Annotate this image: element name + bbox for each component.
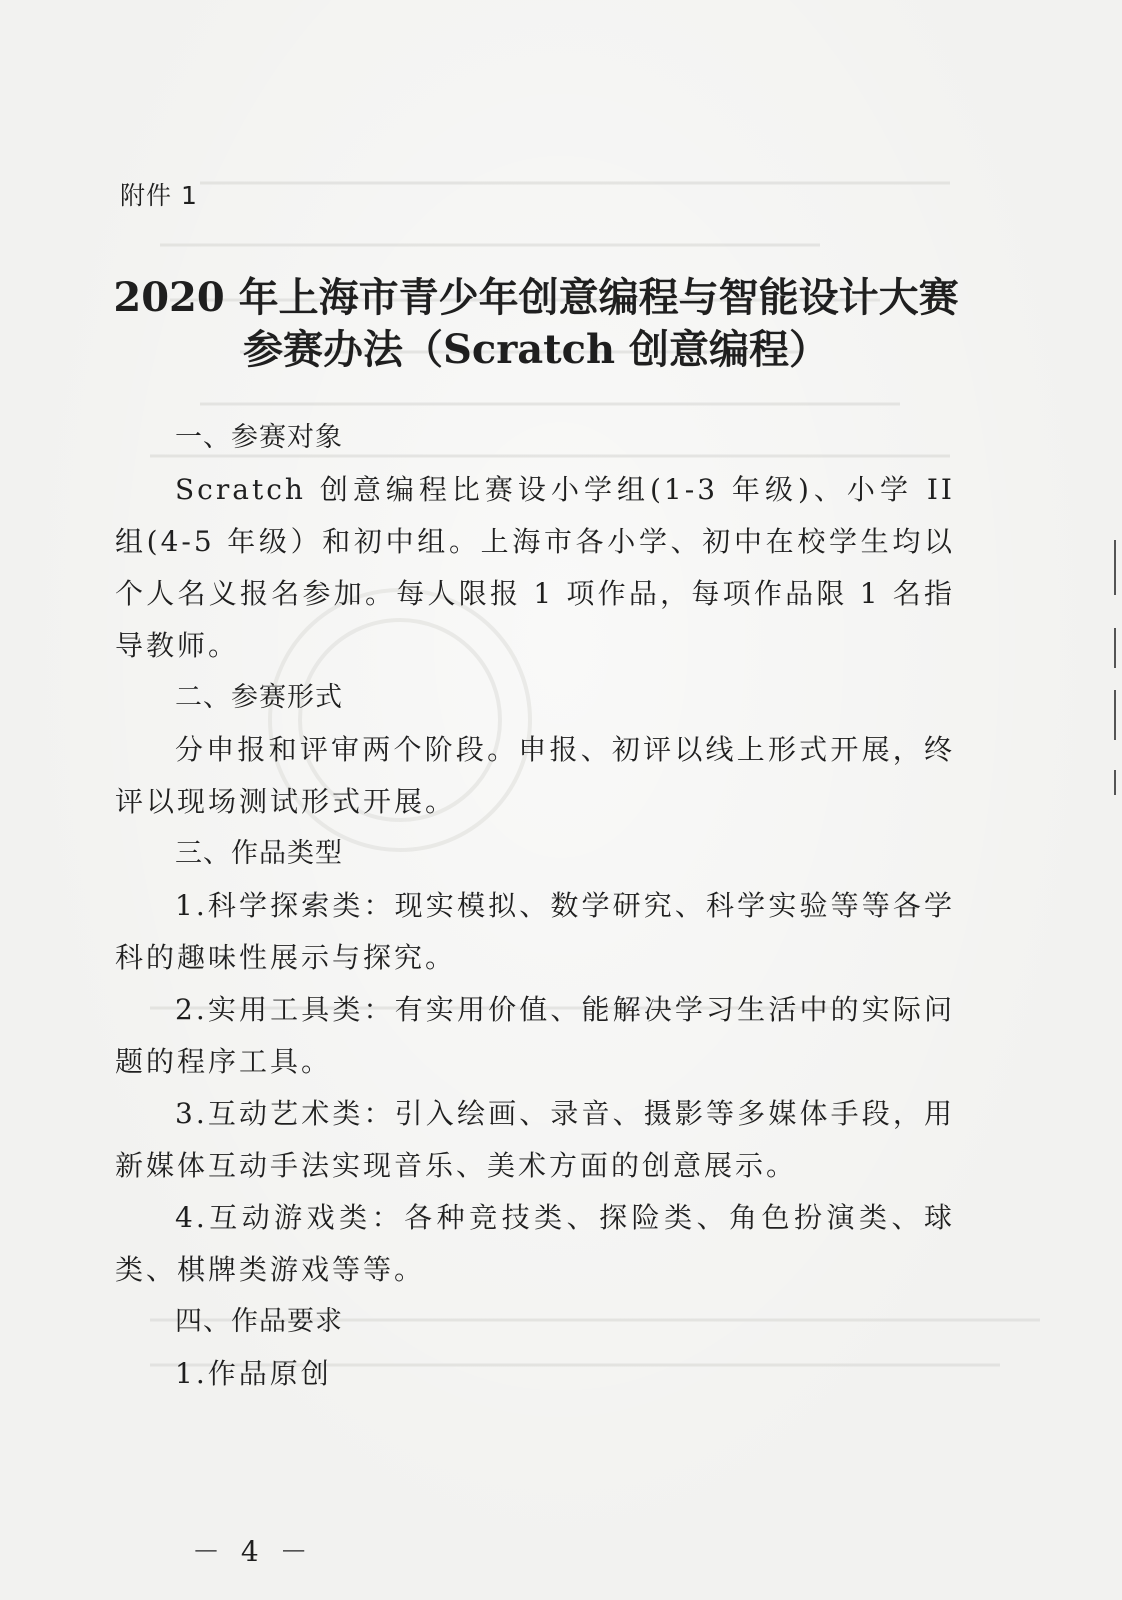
- section-paragraph: Scratch 创意编程比赛设小学组(1-3 年级)、小学 II 组(4-5 年级）和初中组。上海市各小学、初中在校学生均以个人名义报名参加。每人限报 1 项作品，每项作品限 1 名指导教师。: [115, 473, 955, 662]
- document-title-line-1: 2020 年上海市青少年创意编程与智能设计大赛: [113, 274, 959, 321]
- document-title-line-2: 参赛办法（Scratch 创意编程）: [242, 326, 830, 373]
- attachment-label: 附件 1: [120, 181, 198, 210]
- document-body: [115, 412, 955, 1400]
- section-heading: 四、作品要求: [175, 1306, 343, 1337]
- section-paragraph: 分申报和评审两个阶段。申报、初评以线上形式开展，终评以现场测试形式开展。: [115, 733, 955, 818]
- section-heading: 二、参赛形式: [175, 682, 343, 713]
- scan-edge-mark: [1114, 770, 1116, 795]
- section-heading: 一、参赛对象: [175, 422, 343, 453]
- section-paragraph: 2.实用工具类：有实用价值、能解决学习生活中的实际问题的程序工具。: [115, 993, 955, 1078]
- page-number: － 4 －: [192, 1535, 314, 1568]
- scan-edge-mark: [1114, 690, 1116, 740]
- section-paragraph: 3.互动艺术类：引入绘画、录音、摄影等多媒体手段，用新媒体互动手法实现音乐、美术方面的创意展示。: [115, 1097, 955, 1182]
- scan-edge-mark: [1114, 628, 1116, 668]
- section-paragraph: 1.作品原创: [175, 1357, 332, 1390]
- scan-edge-mark: [1114, 540, 1116, 595]
- section-heading: 三、作品类型: [175, 838, 343, 869]
- section-paragraph: 1.科学探索类：现实模拟、数学研究、科学实验等等各学科的趣味性展示与探究。: [115, 889, 955, 974]
- section-paragraph: 4.互动游戏类：各种竞技类、探险类、角色扮演类、球类、棋牌类游戏等等。: [115, 1201, 955, 1286]
